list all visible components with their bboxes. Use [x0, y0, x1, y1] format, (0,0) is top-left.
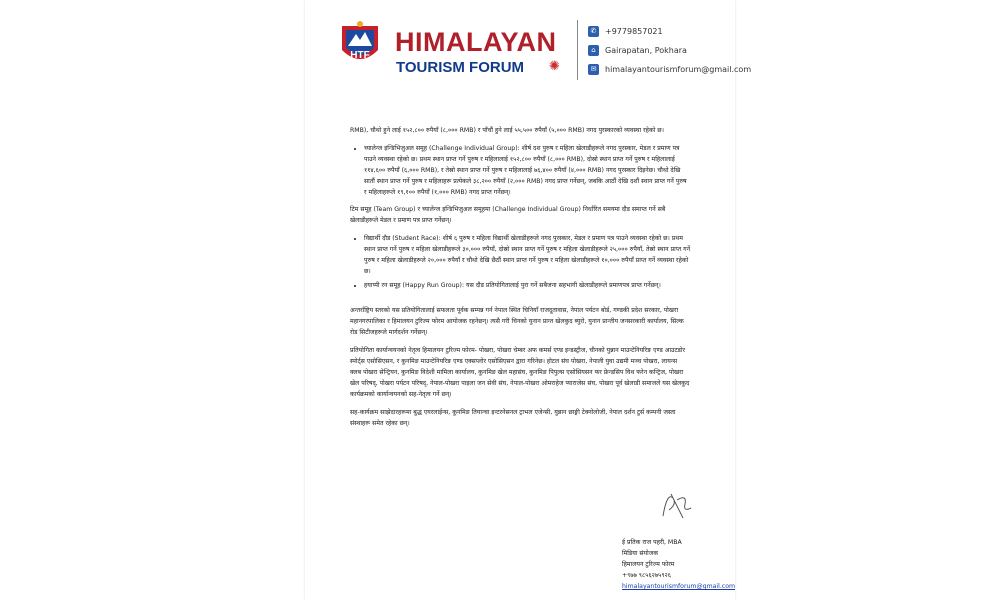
header-divider [577, 20, 578, 80]
svg-text:HTF: HTF [350, 50, 370, 61]
signatory-name: ई प्रतिक राज पहरी, MBA [622, 539, 682, 546]
prize-list [350, 143, 690, 198]
mail-icon: ✉ [588, 64, 599, 75]
signatory-phone: +९७७ ९८५६२७५९२६ [622, 572, 671, 579]
list-item: • च्यालेन्ज इन्डिभिजुअल समूह (Challenge Individual Group): शीर्ष दश पुरुष र महिला खेलाडीहरूले नगद पुरस्कार, मेडल र प्रमाण पत्र पाउने व्यवस्था रहेको छ। प्रथम स्थान प्राप्त गर्ने पुरुष र महिलालाई १५२,८०० रुपैयाँ (८,००० RMB), दोस्रो स्थान प्राप्त गर्ने पुरुष र महिलालाई ११४,६०० रुपैयाँ (६,००० RMB), र तेस्रो स्थान प्राप्त गर्ने पुरुष र महिलालाई ७६,४०० रुपैयाँ (४,००० RMB) नगद पुरस्कार दिइनेछ। चौथो देखि सातौं स्थान प्राप्त गर्ने पुरुष र महिलाहरू प्रत्येकले ३८,२०० रुपैयाँ (२,००० RMB) नगद प्राप्त गर्नेछन्, जबकि आठौं देखि दशौं स्थान प्राप्त गर्ने पुरुष र महिलाहरूले १९,१०० रुपैयाँ (१,००० RMB) नगद प्राप्त गर्नेछन्। [364, 143, 690, 198]
flower-icon: ✺ [549, 59, 560, 74]
letter-body [350, 125, 690, 436]
contact-location: ⌂ Gairapatan, Pokhara [588, 45, 687, 56]
signatory-role: मिडिया संयोजक [622, 550, 659, 557]
signatory-email-link[interactable]: himalayantourismforum@gmail.com [622, 583, 736, 590]
list-item: • हयाप्पी रन समूह (Happy Run Group): यस दौड प्रतियोगितालाई पुरा गर्ने सबैजना सहभागी खेलाडीहरूले प्रमाणपत्र प्राप्त गर्नेछन्। [364, 280, 690, 291]
list-item: • विद्यार्थी दौड (Student Race): शीर्ष ६ पुरुष र महिला विद्यार्थी खेलाडीहरूले नगद पुरस्कार, मेडल र प्रमाण पत्र पाउने व्यवस्था रहेको छ। प्रथम स्थान प्राप्त गर्ने पुरुष र महिला खेलाडीहरूले ३०,००० रुपैयाँ, दोस्रो स्थान प्राप्त गर्ने पुरुष र महिला खेलाडीहरूले २५,००० रुपैयाँ, तेस्रो स्थान प्राप्त गर्ने पुरुष र महिला खेलाडीहरूले २०,००० रुपैयाँ र चौथो देखि छैठौं स्थान प्राप्त गर्ने पुरुष र महिला खेलाडीहरूले १०,००० रुपैयाँ प्राप्त गर्ने व्यवस्था रहेको छ। [364, 233, 690, 277]
paragraph: अन्तर्राष्ट्रिय स्तरको यस प्रतियोगितालाई सफलता पूर्वक सम्पन्न गर्न नेपाल स्थित चिनियाँ राजदूतावास, नेपाल पर्यटन बोर्ड, गण्डकी प्रदेश सरकार, पोखरा महानगरपालिका र हिमालयन टुरिज्म फोरम आयोजक रहनेछन्। त्यसै गरी चिनको युनान प्रान्त खेलकुद ब्युरो, युनान प्रान्तीय जनसरकारी कार्यालय, सिल्क रोड सिटीजहरूले मार्गदर्शन गर्नेछन्। [350, 307, 684, 336]
location-icon: ⌂ [588, 45, 599, 56]
signatory-org: हिमालयन टुरिज्म फोरम [622, 561, 675, 568]
phone-icon: ✆ [588, 26, 599, 37]
brand-title: HIMALAYAN [395, 27, 557, 57]
paragraph: प्रतियोगिता कार्यान्वयनको नेतृत्व हिमालयन टुरिज्म फोरम- पोखरा, पोखरा चेम्बर अफ कमर्स एण्ड इन्डस्ट्रीज, चीनको युन्नान माउन्टेनियरिङ एण्ड आउटडोर स्पोर्ट्स एसोसिएसन, र कुनमिङ माउन्टेनियरिङ एण्ड एक्सप्लोर एसोसिएसन द्वारा गरिनेछ। होटल संघ पोखरा, नेपाली युवा उद्यमी मञ्च पोखरा, लायन्स क्लब पोखरा सेन्ट्रियन, कुनमिङ विदेशी मामिला कार्यालय, कुनमिङ खेल महासंघ, कुनमिङ पिपुल्स एसोसियसन फर फ्रेन्डसिप विथ फरेन कन्ट्रिज, पोखरा खेल परिषद्, पोखरा पर्यटन परिषद्, नेपाल-पोखरा पाइला जन सेवी संघ, नेपाल-पोखरा ओमराहेज प्याराजेस संघ, पोखरा पूर्व खेलाडी समाजले यस खेलकुद कार्यक्रमको कार्यान्वयनको सह-नेतृत्व गर्ने छन्। [350, 347, 690, 398]
signoff-block [622, 537, 735, 592]
contact-email: ✉ himalayantourismforum@gmail.com [588, 64, 751, 75]
htf-logo [338, 18, 382, 70]
paragraph: टिम समूह (Team Group) र च्यालेन्ज इन्डिभिजुअल समूहमा (Challenge Individual Group) निर्धारित समयमा दौड समाप्त गर्ने सबै खेलाडीहरूले मेडल र प्रमाण पत्र प्राप्त गर्नेछन्। [350, 206, 666, 224]
paragraph: RMB), चौथो हुने लाई १५२,८०० रुपैयाँ (८,००० RMB) र पाँचौं हुने लाई ५५,५०० रुपैयाँ (५,००० RMB) नगद पुरस्कारको व्यवस्था रहेको छ। [350, 127, 664, 134]
paragraph: सह-कार्यक्रम साझेदारहरूमा बुद्ध एयरलाईन्स, कुनमिङ तियान्चा इन्टरनेसनल ट्राभल एजेन्सी, युन्नान छाङ्गी टेक्नोलोजी, नेपाल दर्शन टुर्स कम्पनी जस्ता संस्थाहरू समेत रहेका छन्। [350, 409, 676, 427]
contact-phone: ✆ +9779857021 [588, 26, 663, 37]
brand-subtitle: TOURISM FORUM [396, 59, 525, 76]
prize-list [350, 233, 690, 291]
handwritten-signature [657, 488, 697, 523]
